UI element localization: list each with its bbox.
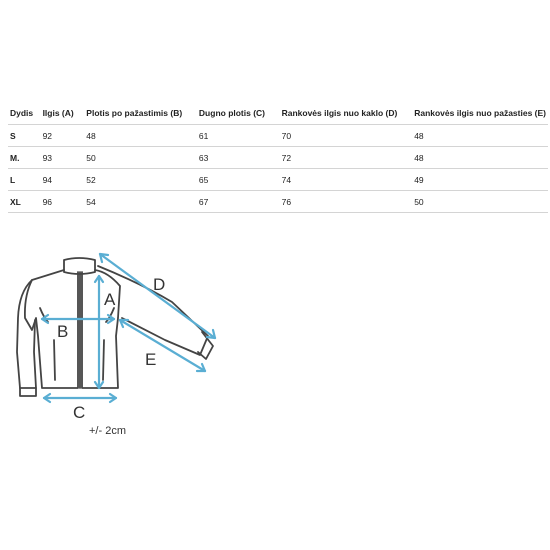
table-cell-size: L (8, 169, 41, 191)
label-c: C (73, 403, 86, 422)
table-cell: 74 (280, 169, 413, 191)
header-length: Ilgis (A) (41, 102, 85, 125)
table-cell: 49 (412, 169, 548, 191)
header-hem-width: Dugno plotis (C) (197, 102, 280, 125)
table-cell: 65 (197, 169, 280, 191)
label-e: E (145, 350, 157, 369)
label-d: D (153, 275, 166, 294)
jacket-body-left (25, 270, 78, 388)
header-size: Dydis (8, 102, 41, 125)
table-cell: 54 (84, 191, 197, 213)
label-a: A (104, 290, 116, 309)
table-cell: 48 (412, 147, 548, 169)
table-cell: 76 (280, 191, 413, 213)
table-cell: 48 (84, 125, 197, 147)
table-cell: 67 (197, 191, 280, 213)
jacket-measurement-diagram (0, 240, 550, 450)
table-cell: 61 (197, 125, 280, 147)
tolerance-note: +/- 2cm (89, 425, 126, 437)
jacket-left-pocket (54, 340, 55, 380)
jacket-left-cuff (20, 388, 36, 396)
table-header-row (8, 102, 548, 125)
table-row (8, 125, 548, 147)
table-cell-size: XL (8, 191, 41, 213)
jacket-outline (17, 258, 213, 396)
table-cell: 93 (41, 147, 85, 169)
table-cell: 63 (197, 147, 280, 169)
header-sleeve-from-neck: Rankovės ilgis nuo kaklo (D) (280, 102, 413, 125)
table-cell: 50 (84, 147, 197, 169)
header-sleeve-from-armpit: Rankovės ilgis nuo pažasties (E) (412, 102, 548, 125)
table-cell-size: S (8, 125, 41, 147)
table-cell: 52 (84, 169, 197, 191)
table-cell: 92 (41, 125, 85, 147)
table-cell: 50 (412, 191, 548, 213)
table-cell: 96 (41, 191, 85, 213)
jacket-right-pocket (103, 340, 104, 380)
jacket-body-right (82, 270, 120, 388)
table-row (8, 191, 548, 213)
table-row (8, 147, 548, 169)
measure-e-line (120, 320, 205, 371)
table-cell: 48 (412, 125, 548, 147)
label-b: B (57, 322, 69, 341)
table-cell-size: M. (8, 147, 41, 169)
table-cell: 70 (280, 125, 413, 147)
size-table (8, 102, 548, 213)
header-chest-width: Plotis po pažastimis (B) (84, 102, 197, 125)
table-cell: 94 (41, 169, 85, 191)
table-row (8, 169, 548, 191)
table-cell: 72 (280, 147, 413, 169)
